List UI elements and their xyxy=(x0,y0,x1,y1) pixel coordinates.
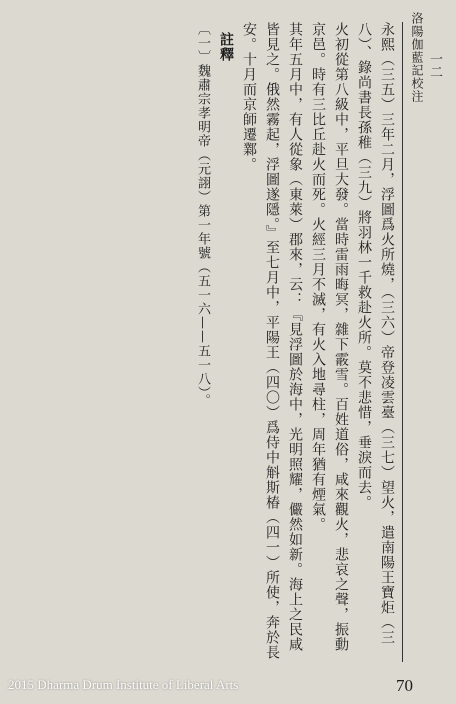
running-header: 洛陽伽藍記校注 xyxy=(410,12,424,103)
main-text xyxy=(58,22,398,662)
page-number-top: 一二 xyxy=(427,52,442,78)
note-1: 〔一〕魏肅宗孝明帝（元詡）第一年號（五一六——五一八）。 xyxy=(195,22,210,408)
header-rule xyxy=(402,22,403,662)
paragraph-1: 永熙（三五）三年二月，浮圖爲火所燒，（三六）帝登凌雲臺（三七）望火，遣南陽王寶炬（三八）、錄尚書長孫稚（三九）將羽林一千救赴火所。莫不悲惜，垂淚而去。 xyxy=(356,22,395,645)
paragraph-2: 火初從第八級中，平旦大發。當時雷雨晦冥，雜下霰雪。百姓道俗，咸來觀火，悲哀之聲，振動京邑。時有三比丘赴火而死。火經三月不滅，有火入地尋柱，周年猶有煙氣。 xyxy=(310,22,349,652)
watermark: 2015 Dharma Drum Institute of Liberal Arts xyxy=(8,677,239,692)
page-number-bottom: 70 xyxy=(396,676,413,695)
paragraph-3: 其年五月中，有人從象（東萊）郡來，云：『見浮圖於海中，光明照耀，儼然如新。海上之民咸皆見之。俄然霧起，浮圖遂隱。』至七月中，平陽王（四〇）爲侍中斛斯椿（四一）所使，奔於長安。十月而京師遷鄴。 xyxy=(241,22,303,660)
notes-title: 註釋 xyxy=(218,32,234,62)
